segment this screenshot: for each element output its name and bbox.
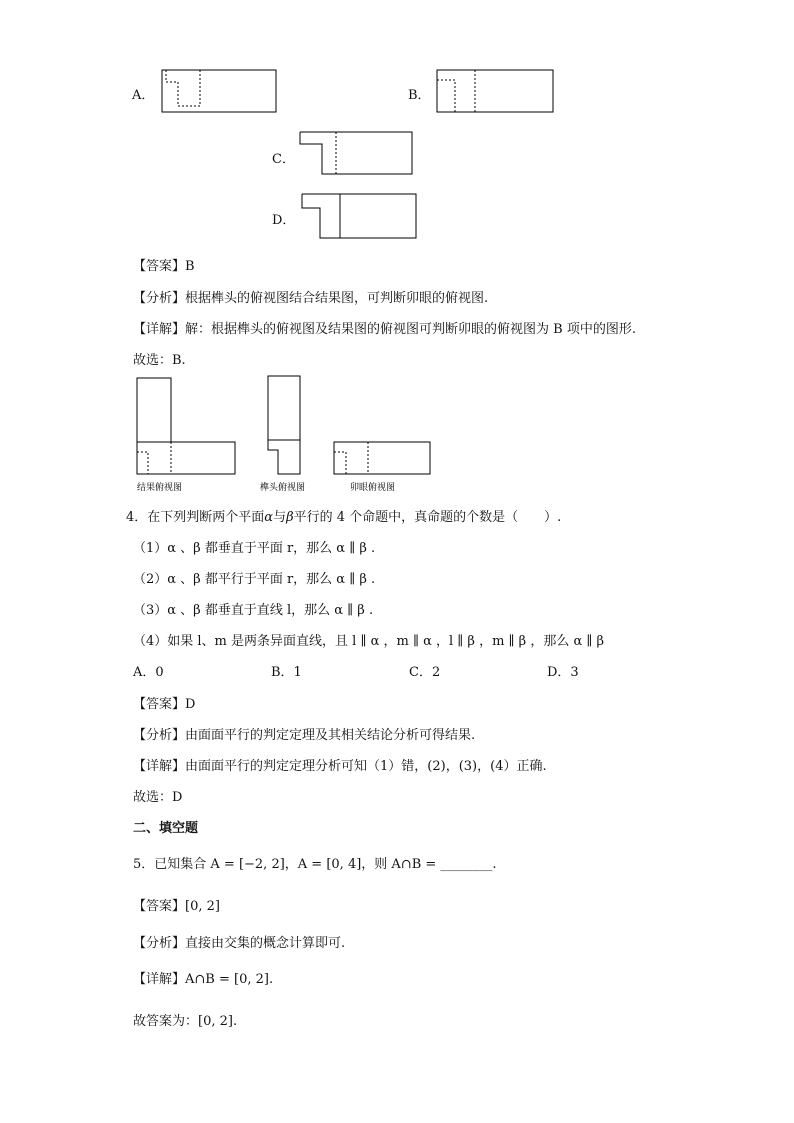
option-d-label: D．	[272, 213, 296, 228]
q4-item-4: （4）如果 l、m 是两条异面直线，且 l ∥ α ，m ∥ α ，l ∥ β ，m ∥ β ，那么 α ∥ β	[133, 634, 605, 649]
caption-result: 结果俯视图	[137, 483, 183, 493]
q3-detail: 【详解】解：根据榫头的俯视图及结果图的俯视图可判断卯眼的俯视图为 B 项中的图形.	[133, 322, 636, 337]
q5-detail: 【详解】A∩B = [0, 2].	[133, 972, 274, 987]
caption-mortise: 卯眼俯视图	[350, 483, 396, 493]
q4-item-2: （2）α 、β 都平行于平面 r，那么 α ∥ β .	[133, 572, 376, 587]
q4-item-1: （1）α 、β 都垂直于平面 r，那么 α ∥ β .	[133, 541, 376, 556]
q4-analysis: 【分析】由面面平行的判定定理及其相关结论分析可得结果.	[133, 728, 476, 743]
option-c-figure	[296, 128, 418, 180]
q4-stem: 4．在下列判断两个平面α与β平行的 4 个命题中，真命题的个数是（ ）.	[126, 510, 562, 525]
q5-stem: 5．已知集合 A = [−2, 2]，A = [0, 4]，则 A∩B = ________.	[133, 857, 497, 872]
q5-analysis: 【分析】直接由交集的概念计算即可.	[133, 936, 346, 951]
q4-answer: 【答案】D	[133, 697, 196, 712]
q4-item-3: （3）α 、β 都垂直于直线 l，那么 α ∥ β .	[133, 603, 374, 618]
q4-conclusion: 故选：D	[133, 790, 183, 805]
q3-analysis: 【分析】根据榫头的俯视图结合结果图，可判断卯眼的俯视图.	[133, 291, 489, 306]
q3-explanation-figures	[132, 374, 442, 496]
option-b-label: B．	[408, 88, 431, 103]
q4-choice-d: D．3	[547, 665, 579, 680]
q4-detail: 【详解】由面面平行的判定定理分析可知（1）错，(2)，(3)，(4）正确.	[133, 759, 547, 774]
q4-choice-b: B．1	[271, 665, 302, 680]
mortise-top-view	[334, 442, 430, 474]
section-heading: 二、填空题	[133, 821, 199, 836]
q3-conclusion: 故选：B.	[133, 353, 186, 368]
q5-conclusion: 故答案为：[0, 2].	[133, 1014, 238, 1029]
option-a-label: A．	[132, 88, 155, 103]
q3-answer: 【答案】B	[133, 259, 195, 274]
q4-choice-c: C．2	[409, 665, 441, 680]
option-d-figure	[298, 190, 422, 244]
result-top-view	[137, 378, 235, 474]
option-b-figure	[435, 66, 557, 116]
q4-choice-a: A．0	[133, 665, 164, 680]
tenon-top-view	[268, 376, 300, 474]
caption-tenon: 榫头俯视图	[260, 483, 306, 493]
option-c-label: C．	[272, 152, 295, 167]
option-a-figure	[160, 66, 280, 116]
q5-answer: 【答案】[0, 2]	[133, 899, 220, 914]
